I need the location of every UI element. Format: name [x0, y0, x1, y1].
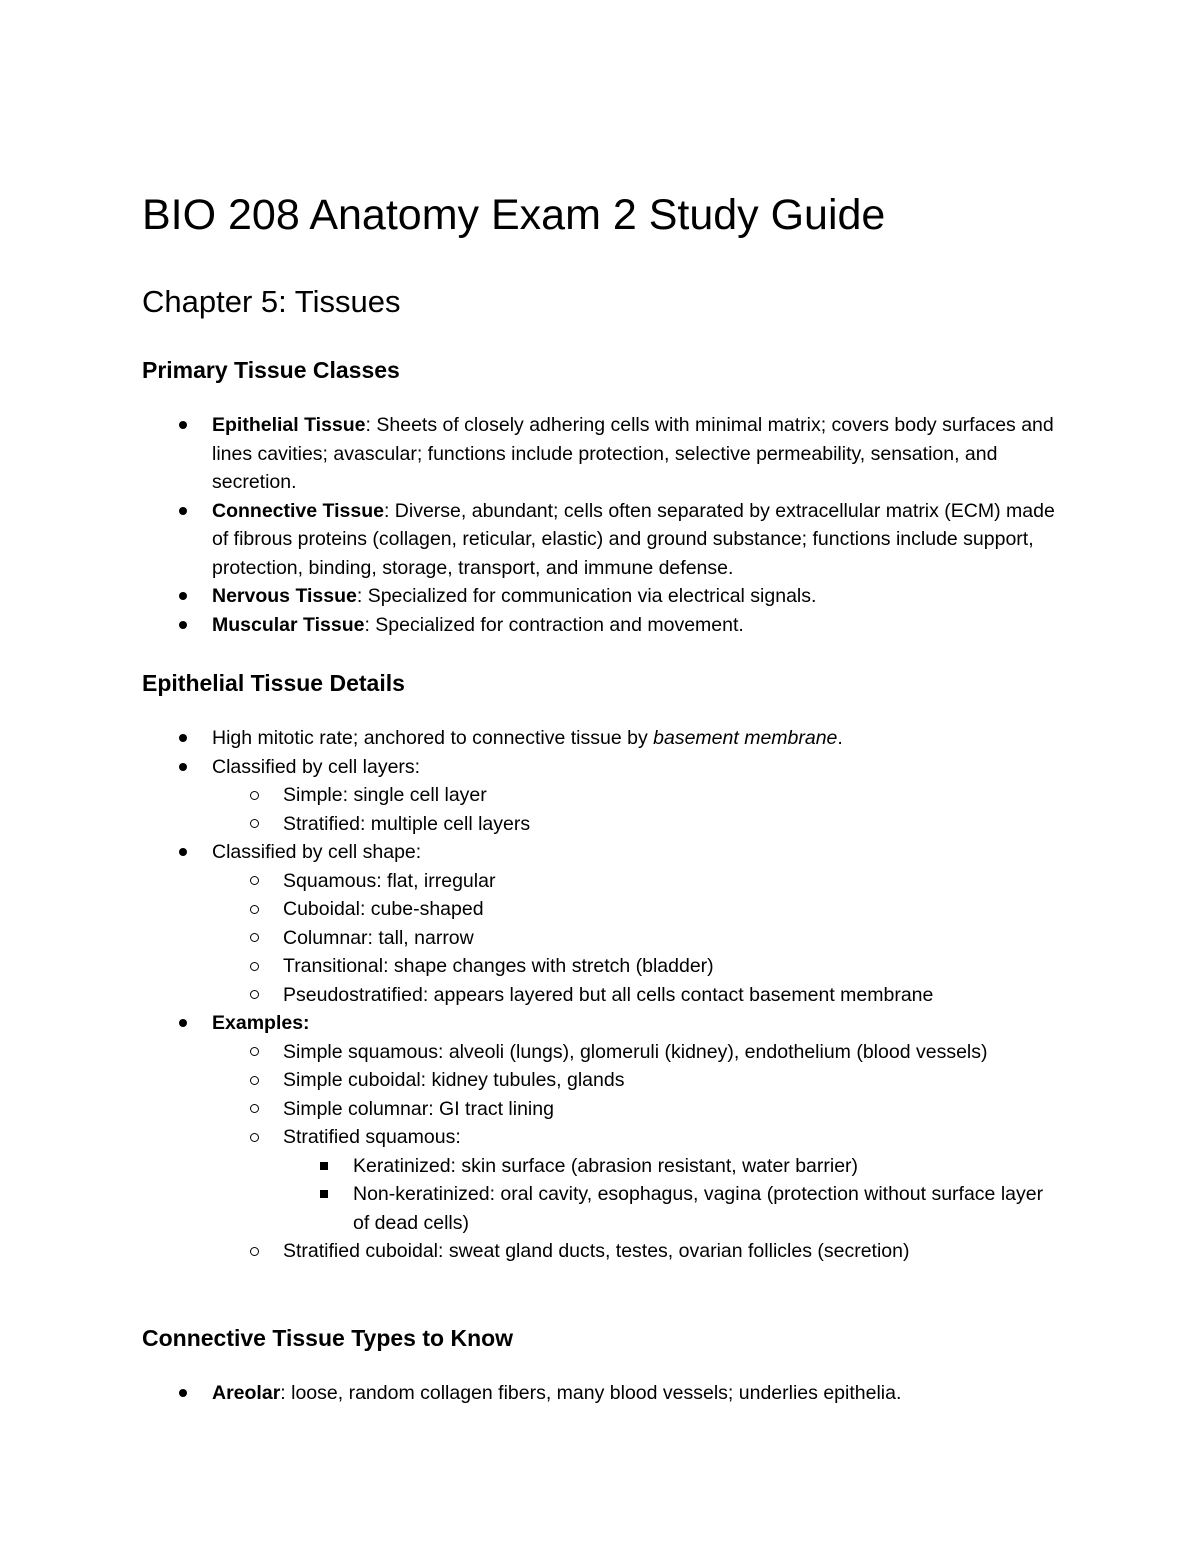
- definition: : Specialized for contraction and movement.: [364, 613, 744, 636]
- list-item: [142, 1009, 1062, 1038]
- hollow-bullet-icon: [250, 1047, 259, 1056]
- hollow-bullet-icon: [250, 1247, 259, 1256]
- definition: : Sheets of closely adhering cells with minimal matrix; covers body surfaces and lines cavities; avascular; functions include protection, selective permeability, sensation, and secretion.: [212, 414, 1054, 493]
- list-item: [142, 981, 1062, 1010]
- list-item: [142, 611, 1062, 640]
- hollow-bullet-icon: [250, 962, 259, 971]
- text: Classified by cell layers:: [212, 755, 421, 778]
- list-item: [142, 753, 1062, 782]
- square-bullet-icon: [320, 1190, 328, 1198]
- section-heading-connective: Connective Tissue Types to Know: [142, 1325, 514, 1351]
- list-item: [142, 497, 1062, 583]
- list-item: [142, 952, 1062, 981]
- bullet-icon: [179, 1389, 187, 1397]
- hollow-bullet-icon: [250, 819, 259, 828]
- list-item: [142, 1066, 1062, 1095]
- term: Areolar: [212, 1382, 281, 1404]
- bullet-icon: [179, 621, 187, 629]
- text: Keratinized: skin surface (abrasion resistant, water barrier): [353, 1154, 859, 1177]
- connective-types-list: [142, 1379, 1062, 1408]
- bullet-icon: [179, 592, 187, 600]
- list-item: [142, 924, 1062, 953]
- text: High mitotic rate; anchored to connective tissue by: [212, 727, 654, 749]
- text: Columnar: tall, narrow: [283, 926, 474, 949]
- hollow-bullet-icon: [250, 933, 259, 942]
- list-item: [142, 1180, 1062, 1237]
- bullet-icon: [179, 848, 187, 856]
- definition: : loose, random collagen fibers, many blood vessels; underlies epithelia.: [280, 1382, 902, 1404]
- text: Stratified squamous:: [283, 1126, 461, 1148]
- document-title: BIO 208 Anatomy Exam 2 Study Guide: [142, 191, 886, 239]
- bullet-icon: [179, 507, 187, 515]
- hollow-bullet-icon: [250, 905, 259, 914]
- text: Stratified: multiple cell layers: [283, 812, 531, 835]
- text: Examples:: [212, 1012, 310, 1034]
- hollow-bullet-icon: [250, 1076, 259, 1085]
- text: Transitional: shape changes with stretch (bladder): [283, 955, 714, 977]
- section-heading-epithelial: Epithelial Tissue Details: [142, 670, 405, 696]
- chapter-heading: Chapter 5: Tissues: [142, 284, 401, 319]
- text: Simple squamous: alveoli (lungs), glomeruli (kidney), endothelium (blood vessels): [283, 1040, 988, 1063]
- list-item: [142, 838, 1062, 867]
- section-heading-primary: Primary Tissue Classes: [142, 357, 400, 383]
- hollow-bullet-icon: [250, 1104, 259, 1113]
- bullet-icon: [179, 763, 187, 771]
- term: Epithelial Tissue: [212, 414, 366, 436]
- list-item: [142, 1095, 1062, 1124]
- text: Simple: single cell layer: [283, 784, 487, 806]
- text: Cuboidal: cube-shaped: [283, 898, 484, 920]
- text: Squamous: flat, irregular: [283, 869, 496, 892]
- list-item: [142, 867, 1062, 896]
- list-item: [142, 582, 1062, 611]
- list-item: [142, 810, 1062, 839]
- list-item: [142, 895, 1062, 924]
- hollow-bullet-icon: [250, 990, 259, 999]
- list-item: [142, 411, 1062, 497]
- bullet-icon: [179, 421, 187, 429]
- primary-tissue-list: [142, 411, 1062, 639]
- hollow-bullet-icon: [250, 1133, 259, 1142]
- hollow-bullet-icon: [250, 876, 259, 885]
- list-item: [142, 724, 1062, 753]
- list-item: [142, 1152, 1062, 1181]
- definition: : Specialized for communication via electrical signals.: [356, 585, 817, 607]
- term: Muscular Tissue: [212, 613, 365, 636]
- emphasis-text: basement membrane: [653, 727, 838, 749]
- definition: : Diverse, abundant; cells often separated by extracellular matrix (ECM) made of fibrous proteins (collagen, reticular, elastic) and ground substance; functions include support, protection, binding, storage, transport, and immune defense.: [212, 499, 1055, 579]
- text: Simple cuboidal: kidney tubules, glands: [283, 1069, 625, 1091]
- text: Classified by cell shape:: [212, 841, 422, 863]
- term: Nervous Tissue: [212, 585, 357, 607]
- list-item: [142, 1123, 1062, 1152]
- text: Non-keratinized: oral cavity, esophagus, vagina (protection without surface layer of dead cells): [353, 1183, 1044, 1234]
- list-item: [142, 1379, 1062, 1408]
- square-bullet-icon: [320, 1162, 328, 1170]
- list-item: [142, 781, 1062, 810]
- text: Pseudostratified: appears layered but all cells contact basement membrane: [283, 983, 934, 1006]
- text: .: [837, 727, 843, 749]
- text: Stratified cuboidal: sweat gland ducts, testes, ovarian follicles (secretion): [283, 1240, 910, 1262]
- hollow-bullet-icon: [250, 791, 259, 800]
- epithelial-details-list: [142, 724, 1062, 1266]
- list-item: [142, 1038, 1062, 1067]
- text: Simple columnar: GI tract lining: [283, 1097, 554, 1120]
- bullet-icon: [179, 734, 187, 742]
- list-item: [142, 1237, 1062, 1266]
- term: Connective Tissue: [212, 499, 384, 522]
- bullet-icon: [179, 1019, 187, 1027]
